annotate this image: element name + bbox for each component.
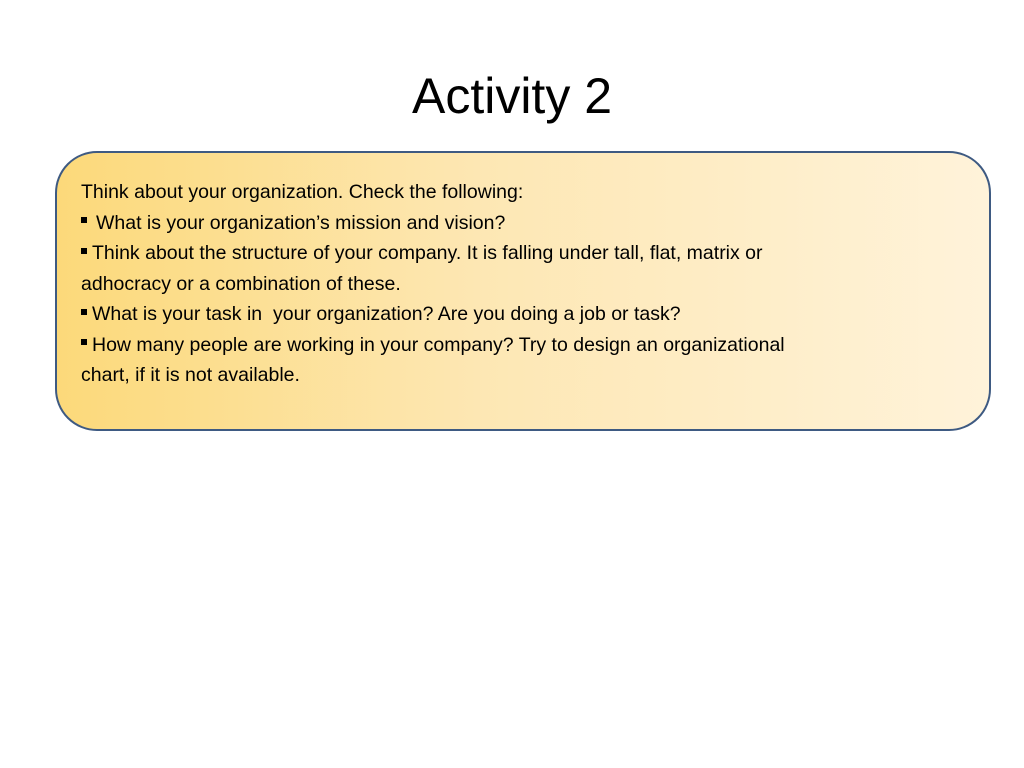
- intro-text: Think about your organization. Check the following:: [81, 181, 524, 203]
- square-bullet-icon: [81, 309, 87, 315]
- bullet-text-structure: Think about the structure of your company. It is falling under tall, flat, matrix or: [92, 242, 763, 264]
- bullet-item-mission: [81, 208, 965, 239]
- activity-content-box: [55, 151, 991, 431]
- square-bullet-icon: [81, 339, 87, 345]
- bullet-text-task: What is your task in your organization? Are you doing a job or task?: [92, 303, 681, 325]
- square-bullet-icon: [81, 217, 87, 223]
- slide-title: Activity 2: [411, 68, 613, 124]
- bullet-text-mission: What is your organization’s mission and vision?: [96, 211, 506, 234]
- bullet-item-structure: [81, 238, 965, 269]
- bullet-continuation-structure: adhocracy or a combination of these.: [81, 272, 401, 295]
- bullet-continuation-people: chart, if it is not available.: [81, 364, 300, 386]
- bullet-text-people: How many people are working in your company? Try to design an organizational: [92, 333, 785, 356]
- square-bullet-icon: [81, 248, 87, 254]
- bullet-item-people: [81, 330, 965, 361]
- bullet-item-task: [81, 299, 965, 330]
